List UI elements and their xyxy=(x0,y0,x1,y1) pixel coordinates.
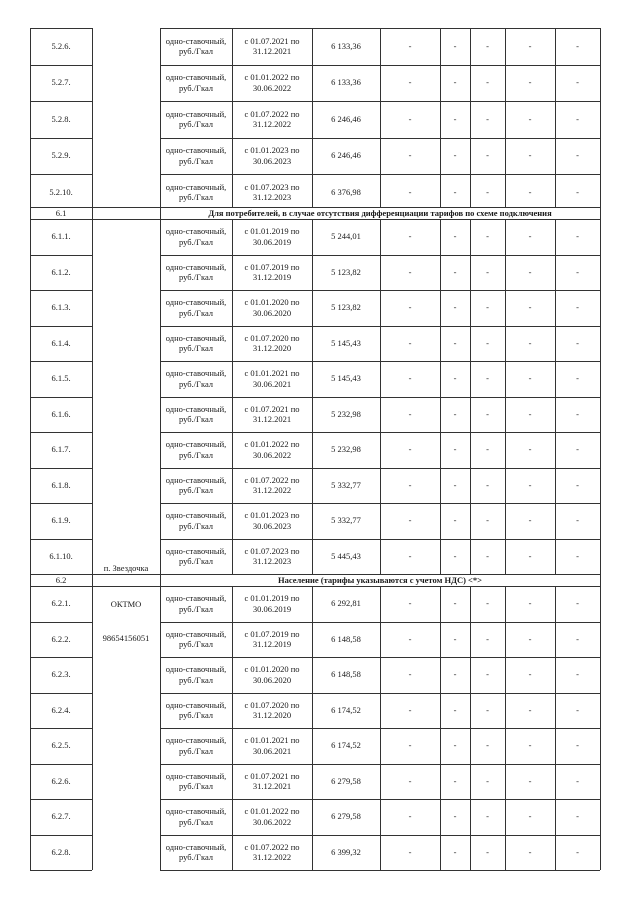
empty-value-dash: - xyxy=(486,775,489,786)
row-number: 5.2.9. xyxy=(51,150,71,161)
grid-line xyxy=(440,586,441,870)
row-number: 6.1.4. xyxy=(51,337,71,348)
row-number: 6.2.7. xyxy=(51,811,71,822)
empty-value-dash: - xyxy=(576,444,579,455)
tariff-value: 5 332,77 xyxy=(331,515,361,526)
empty-value-dash: - xyxy=(453,40,457,51)
grid-line xyxy=(30,622,92,623)
empty-value-dash: - xyxy=(576,266,579,277)
grid-line xyxy=(312,219,313,574)
grid-line xyxy=(30,219,600,220)
empty-value-dash: - xyxy=(528,444,532,455)
empty-value-dash: - xyxy=(408,150,412,161)
empty-value-dash: - xyxy=(486,479,489,490)
empty-value-dash: - xyxy=(453,231,457,242)
grid-line xyxy=(380,586,381,870)
empty-value-dash: - xyxy=(453,113,457,124)
rate-type: одно-ставочный, руб./Гкал xyxy=(165,145,227,166)
empty-value-dash: - xyxy=(528,302,532,313)
empty-value-dash: - xyxy=(453,515,457,526)
empty-value-dash: - xyxy=(576,846,579,857)
empty-value-dash: - xyxy=(453,550,457,561)
empty-value-dash: - xyxy=(528,373,532,384)
empty-value-dash: - xyxy=(453,408,457,419)
row-number: 6.1.3. xyxy=(51,302,71,313)
validity-period: с 01.01.2020 по 30.06.2020 xyxy=(244,297,300,318)
empty-value-dash: - xyxy=(486,231,489,242)
empty-value-dash: - xyxy=(486,811,489,822)
validity-period: с 01.01.2022 по 30.06.2022 xyxy=(244,806,300,827)
empty-value-dash: - xyxy=(408,266,412,277)
empty-value-dash: - xyxy=(528,775,532,786)
tariff-value: 5 123,82 xyxy=(331,302,361,313)
empty-value-dash: - xyxy=(576,479,579,490)
grid-line xyxy=(30,65,92,66)
grid-line xyxy=(30,539,92,540)
empty-value-dash: - xyxy=(486,633,489,644)
empty-value-dash: - xyxy=(528,408,532,419)
empty-value-dash: - xyxy=(486,669,489,680)
rate-type: одно-ставочный, руб./Гкал xyxy=(165,770,227,792)
empty-value-dash: - xyxy=(408,373,412,384)
empty-value-dash: - xyxy=(453,598,457,609)
rate-type: одно-ставочный, руб./Гкал xyxy=(165,261,227,283)
grid-line xyxy=(600,28,601,870)
empty-value-dash: - xyxy=(453,633,457,644)
tariff-value: 5 445,43 xyxy=(331,550,361,561)
empty-value-dash: - xyxy=(528,479,532,490)
tariff-value: 6 133,36 xyxy=(331,77,361,88)
empty-value-dash: - xyxy=(576,550,579,561)
empty-value-dash: - xyxy=(486,186,489,197)
empty-value-dash: - xyxy=(486,40,489,51)
validity-period: с 01.07.2019 по 31.12.2019 xyxy=(244,628,300,650)
grid-line xyxy=(30,799,92,800)
rate-type: одно-ставочный, руб./Гкал xyxy=(165,108,227,130)
empty-value-dash: - xyxy=(453,704,457,715)
empty-value-dash: - xyxy=(453,775,457,786)
empty-value-dash: - xyxy=(486,373,489,384)
grid-line xyxy=(30,101,92,102)
grid-line xyxy=(505,219,506,574)
empty-value-dash: - xyxy=(486,740,489,751)
rate-type: одно-ставочный, руб./Гкал xyxy=(165,545,227,567)
rate-type: одно-ставочный, руб./Гкал xyxy=(165,735,227,756)
grid-line xyxy=(440,219,441,574)
empty-value-dash: - xyxy=(576,669,579,680)
section-6-1-title: Для потребителей, в случае отсутствия дифференциации тарифов по схеме подключения xyxy=(208,207,552,218)
rate-type: одно-ставочный, руб./Гкал xyxy=(165,35,227,57)
empty-value-dash: - xyxy=(486,704,489,715)
validity-period: с 01.01.2020 по 30.06.2020 xyxy=(244,664,300,685)
section-6-2-title: Население (тарифы указываются с учетом НДС) <*> xyxy=(278,574,482,585)
empty-value-dash: - xyxy=(576,811,579,822)
empty-value-dash: - xyxy=(408,77,412,88)
empty-value-dash: - xyxy=(408,846,412,857)
empty-value-dash: - xyxy=(486,846,489,857)
empty-value-dash: - xyxy=(408,704,412,715)
row-number: 6.1.1. xyxy=(51,231,71,242)
empty-value-dash: - xyxy=(576,775,579,786)
rate-type: одно-ставочный, руб./Гкал xyxy=(165,806,227,827)
grid-line xyxy=(30,255,92,256)
empty-value-dash: - xyxy=(408,515,412,526)
oktmo-label: ОКТМО xyxy=(110,598,142,609)
grid-line xyxy=(30,468,92,469)
rate-type: одно-ставочный, руб./Гкал xyxy=(165,699,227,721)
grid-line xyxy=(30,138,92,139)
empty-value-dash: - xyxy=(528,633,532,644)
rate-type: одно-ставочный, руб./Гкал xyxy=(165,368,227,389)
grid-line xyxy=(30,728,92,729)
grid-line xyxy=(30,432,92,433)
row-number: 5.2.8. xyxy=(51,113,71,124)
empty-value-dash: - xyxy=(453,811,457,822)
rate-type: одно-ставочный, руб./Гкал xyxy=(165,841,227,863)
empty-value-dash: - xyxy=(453,302,457,313)
rate-type: одно-ставочный, руб./Гкал xyxy=(165,593,227,614)
tariff-value: 6 279,58 xyxy=(331,775,361,786)
empty-value-dash: - xyxy=(576,337,579,348)
tariff-value: 6 174,52 xyxy=(331,704,361,715)
tariff-value: 6 399,32 xyxy=(331,846,361,857)
empty-value-dash: - xyxy=(453,846,457,857)
empty-value-dash: - xyxy=(486,444,489,455)
empty-value-dash: - xyxy=(408,408,412,419)
empty-value-dash: - xyxy=(453,337,457,348)
empty-value-dash: - xyxy=(453,373,457,384)
empty-value-dash: - xyxy=(408,231,412,242)
empty-value-dash: - xyxy=(486,150,489,161)
empty-value-dash: - xyxy=(528,740,532,751)
empty-value-dash: - xyxy=(486,515,489,526)
grid-line xyxy=(312,28,313,207)
empty-value-dash: - xyxy=(453,444,457,455)
grid-line xyxy=(30,207,600,208)
empty-value-dash: - xyxy=(576,373,579,384)
row-number: 5.2.7. xyxy=(51,77,71,88)
tariff-value: 5 145,43 xyxy=(331,373,361,384)
tariff-value: 6 246,46 xyxy=(331,150,361,161)
empty-value-dash: - xyxy=(453,669,457,680)
validity-period: с 01.07.2021 по 31.12.2021 xyxy=(244,403,300,425)
tariff-value: 5 123,82 xyxy=(331,266,361,277)
settlement-label: п. Звездочка xyxy=(103,562,149,573)
grid-line xyxy=(160,870,600,871)
validity-period: с 01.01.2019 по 30.06.2019 xyxy=(244,593,300,614)
empty-value-dash: - xyxy=(408,550,412,561)
grid-line xyxy=(30,870,92,871)
empty-value-dash: - xyxy=(453,150,457,161)
rate-type: одно-ставочный, руб./Гкал xyxy=(165,403,227,425)
empty-value-dash: - xyxy=(576,77,579,88)
empty-value-dash: - xyxy=(576,302,579,313)
rate-type: одно-ставочный, руб./Гкал xyxy=(165,181,227,203)
empty-value-dash: - xyxy=(576,633,579,644)
tariff-value: 6 279,58 xyxy=(331,811,361,822)
validity-period: с 01.01.2023 по 30.06.2023 xyxy=(244,510,300,531)
empty-value-dash: - xyxy=(528,550,532,561)
empty-value-dash: - xyxy=(408,669,412,680)
validity-period: с 01.07.2023 по 31.12.2023 xyxy=(244,181,300,203)
empty-value-dash: - xyxy=(576,598,579,609)
empty-value-dash: - xyxy=(486,302,489,313)
validity-period: с 01.07.2022 по 31.12.2022 xyxy=(244,108,300,130)
validity-period: с 01.01.2021 по 30.06.2021 xyxy=(244,368,300,389)
empty-value-dash: - xyxy=(408,40,412,51)
empty-value-dash: - xyxy=(528,704,532,715)
grid-line xyxy=(440,28,441,207)
validity-period: с 01.01.2022 по 30.06.2022 xyxy=(244,72,300,93)
empty-value-dash: - xyxy=(576,113,579,124)
row-number: 6.2.3. xyxy=(51,669,71,680)
grid-line xyxy=(555,586,556,870)
oktmo-code: 98654156051 xyxy=(102,632,150,643)
row-number: 6.1.7. xyxy=(51,444,71,455)
tariff-value: 6 148,58 xyxy=(331,633,361,644)
rate-type: одно-ставочный, руб./Гкал xyxy=(165,474,227,496)
grid-line xyxy=(232,586,233,870)
tariff-value: 5 232,98 xyxy=(331,444,361,455)
empty-value-dash: - xyxy=(408,302,412,313)
row-number: 6.1.6. xyxy=(51,408,71,419)
empty-value-dash: - xyxy=(408,775,412,786)
row-number: 6.1.9. xyxy=(51,515,71,526)
rate-type: одно-ставочный, руб./Гкал xyxy=(165,510,227,531)
row-number: 6.2.2. xyxy=(51,633,71,644)
row-number: 6.1.5. xyxy=(51,373,71,384)
row-number: 6.2.6. xyxy=(51,775,71,786)
empty-value-dash: - xyxy=(486,408,489,419)
grid-line xyxy=(30,764,92,765)
grid-line xyxy=(30,28,31,870)
empty-value-dash: - xyxy=(528,669,532,680)
empty-value-dash: - xyxy=(576,40,579,51)
empty-value-dash: - xyxy=(486,337,489,348)
row-number: 6.2.4. xyxy=(51,704,71,715)
grid-line xyxy=(30,397,92,398)
empty-value-dash: - xyxy=(408,740,412,751)
tariff-value: 6 292,81 xyxy=(331,598,361,609)
validity-period: с 01.07.2021 по 31.12.2021 xyxy=(244,35,300,57)
tariff-value: 6 246,46 xyxy=(331,113,361,124)
empty-value-dash: - xyxy=(576,231,579,242)
grid-line xyxy=(30,326,92,327)
grid-line xyxy=(232,219,233,574)
row-number: 5.2.10. xyxy=(49,186,73,197)
grid-line xyxy=(312,586,313,870)
grid-line xyxy=(30,574,600,575)
empty-value-dash: - xyxy=(486,266,489,277)
tariff-value: 6 133,36 xyxy=(331,40,361,51)
empty-value-dash: - xyxy=(576,704,579,715)
row-number: 6.2.8. xyxy=(51,846,71,857)
empty-value-dash: - xyxy=(408,186,412,197)
empty-value-dash: - xyxy=(453,479,457,490)
empty-value-dash: - xyxy=(528,113,532,124)
grid-line xyxy=(160,28,161,870)
empty-value-dash: - xyxy=(408,811,412,822)
grid-line xyxy=(505,586,506,870)
empty-value-dash: - xyxy=(453,77,457,88)
row-number: 6.2.5. xyxy=(51,740,71,751)
empty-value-dash: - xyxy=(528,598,532,609)
empty-value-dash: - xyxy=(528,266,532,277)
rate-type: одно-ставочный, руб./Гкал xyxy=(165,332,227,354)
empty-value-dash: - xyxy=(408,598,412,609)
rate-type: одно-ставочный, руб./Гкал xyxy=(165,297,227,318)
row-number: 6.1.2. xyxy=(51,266,71,277)
rate-type: одно-ставочный, руб./Гкал xyxy=(165,439,227,460)
empty-value-dash: - xyxy=(453,740,457,751)
tariff-value: 6 148,58 xyxy=(331,669,361,680)
rate-type: одно-ставочный, руб./Гкал xyxy=(165,72,227,93)
grid-line xyxy=(380,219,381,574)
grid-line xyxy=(470,586,471,870)
row-number: 6.2.1. xyxy=(51,598,71,609)
empty-value-dash: - xyxy=(528,150,532,161)
empty-value-dash: - xyxy=(453,186,457,197)
grid-line xyxy=(30,503,92,504)
empty-value-dash: - xyxy=(408,633,412,644)
grid-line xyxy=(470,28,471,207)
row-number: 5.2.6. xyxy=(51,40,71,51)
empty-value-dash: - xyxy=(576,515,579,526)
empty-value-dash: - xyxy=(528,337,532,348)
rate-type: одно-ставочный, руб./Гкал xyxy=(165,664,227,685)
validity-period: с 01.07.2021 по 31.12.2021 xyxy=(244,770,300,792)
grid-line xyxy=(30,835,92,836)
rate-type: одно-ставочный, руб./Гкал xyxy=(165,628,227,650)
validity-period: с 01.07.2022 по 31.12.2022 xyxy=(244,474,300,496)
tariff-value: 5 332,77 xyxy=(331,479,361,490)
grid-line xyxy=(30,28,92,29)
empty-value-dash: - xyxy=(576,186,579,197)
empty-value-dash: - xyxy=(576,408,579,419)
validity-period: с 01.07.2023 по 31.12.2023 xyxy=(244,545,300,567)
validity-period: с 01.01.2019 по 30.06.2019 xyxy=(244,226,300,247)
rate-type: одно-ставочный, руб./Гкал xyxy=(165,226,227,247)
empty-value-dash: - xyxy=(408,444,412,455)
tariff-value: 5 244,01 xyxy=(331,231,361,242)
empty-value-dash: - xyxy=(528,231,532,242)
grid-line xyxy=(555,219,556,574)
grid-line xyxy=(555,28,556,207)
tariff-value: 5 145,43 xyxy=(331,337,361,348)
empty-value-dash: - xyxy=(408,113,412,124)
empty-value-dash: - xyxy=(453,266,457,277)
empty-value-dash: - xyxy=(486,550,489,561)
validity-period: с 01.07.2019 по 31.12.2019 xyxy=(244,261,300,283)
empty-value-dash: - xyxy=(576,740,579,751)
grid-line xyxy=(30,693,92,694)
tariff-value: 6 376,98 xyxy=(331,186,361,197)
grid-line xyxy=(505,28,506,207)
empty-value-dash: - xyxy=(528,811,532,822)
section-6-2-number: 6.2 xyxy=(55,574,67,585)
validity-period: с 01.07.2022 по 31.12.2022 xyxy=(244,841,300,863)
grid-line xyxy=(30,657,92,658)
section-6-1-number: 6.1 xyxy=(55,207,67,218)
row-number: 6.1.10. xyxy=(49,550,73,561)
tariff-value: 6 174,52 xyxy=(331,740,361,751)
tariff-value: 5 232,98 xyxy=(331,408,361,419)
empty-value-dash: - xyxy=(528,186,532,197)
empty-value-dash: - xyxy=(528,77,532,88)
empty-value-dash: - xyxy=(408,479,412,490)
validity-period: с 01.01.2023 по 30.06.2023 xyxy=(244,145,300,166)
empty-value-dash: - xyxy=(408,337,412,348)
empty-value-dash: - xyxy=(486,113,489,124)
empty-value-dash: - xyxy=(528,515,532,526)
validity-period: с 01.01.2021 по 30.06.2021 xyxy=(244,735,300,756)
validity-period: с 01.07.2020 по 31.12.2020 xyxy=(244,699,300,721)
empty-value-dash: - xyxy=(486,77,489,88)
empty-value-dash: - xyxy=(486,598,489,609)
grid-line xyxy=(92,28,93,870)
validity-period: с 01.01.2022 по 30.06.2022 xyxy=(244,439,300,460)
grid-line xyxy=(470,219,471,574)
validity-period: с 01.07.2020 по 31.12.2020 xyxy=(244,332,300,354)
empty-value-dash: - xyxy=(576,150,579,161)
grid-line xyxy=(30,361,92,362)
grid-line xyxy=(30,586,600,587)
grid-line xyxy=(30,290,92,291)
grid-line xyxy=(30,174,92,175)
row-number: 6.1.8. xyxy=(51,479,71,490)
grid-line xyxy=(380,28,381,207)
empty-value-dash: - xyxy=(528,40,532,51)
grid-line xyxy=(232,28,233,207)
empty-value-dash: - xyxy=(528,846,532,857)
